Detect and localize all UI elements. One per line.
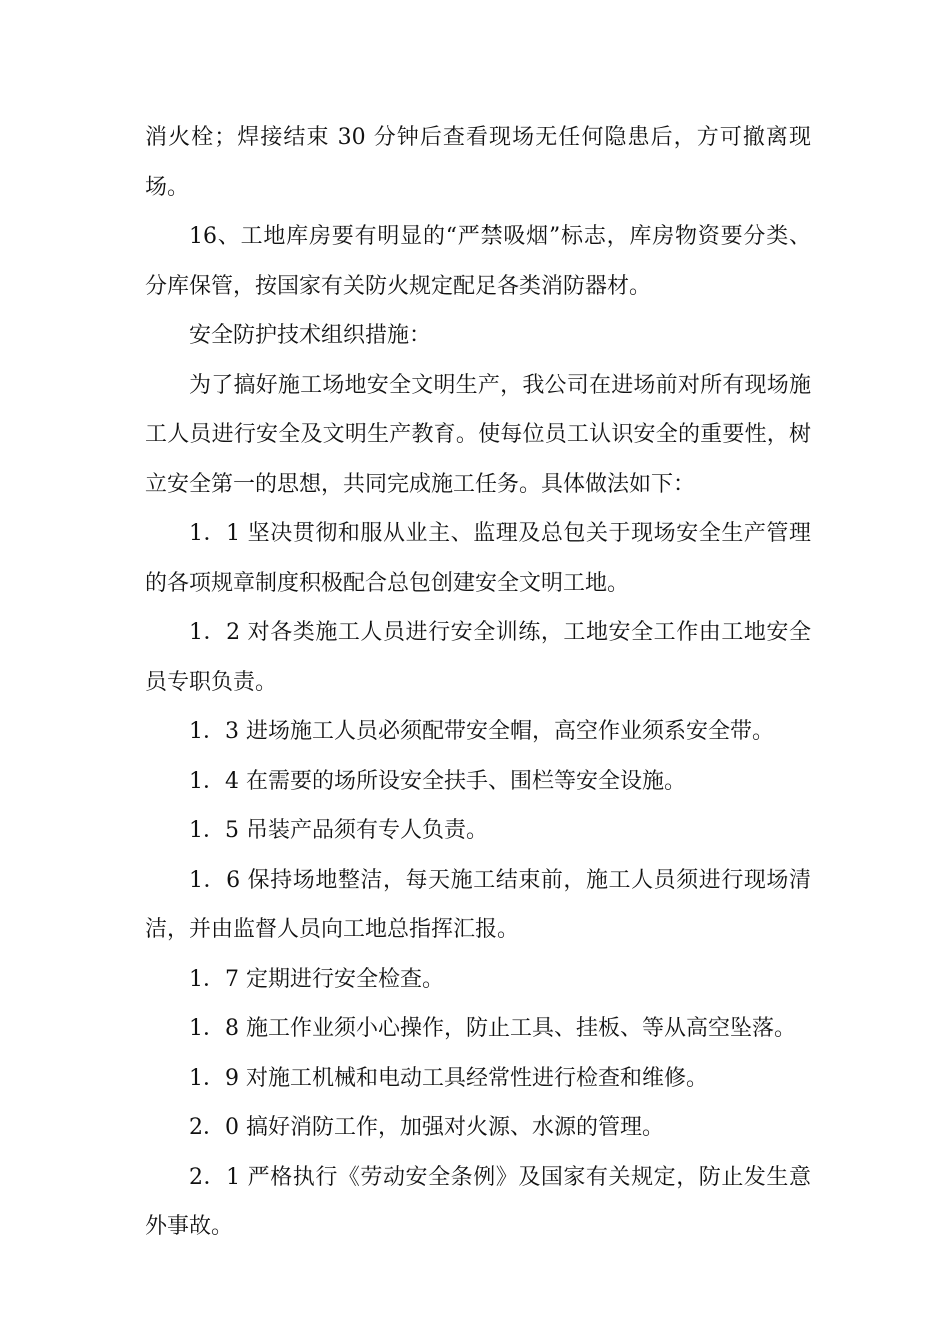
list-item-1-2: 1．2 对各类施工人员进行安全训练，工地安全工作由工地安全员专职负责。 [145,620,811,695]
list-item-2-0: 2．0 搞好消防工作，加强对火源、水源的管理。 [189,1115,664,1140]
paragraph-safety-intro: 为了搞好施工场地安全文明生产，我公司在进场前对所有现场施工人员进行安全及文明生产教育。使每位员工认识安全的重要性，树立安全第一的思想，共同完成施工任务。具体做法如下： [145,372,811,497]
list-item-1-1: 1．1 坚决贯彻和服从业主、监理及总包关于现场安全生产管理的各项规章制度积极配合总包创建安全文明工地。 [145,521,811,596]
paragraph-item-16-warehouse: 16、工地库房要有明显的“严禁吸烟”标志，库房物资要分类、分库保管，按国家有关防火规定配足各类消防器材。 [145,224,811,299]
list-item-1-3: 1．3 进场施工人员必须配带安全帽，高空作业须系安全带。 [189,719,774,744]
list-item-2-1: 2．1 严格执行《劳动安全条例》及国家有关规定，防止发生意外事故。 [145,1164,811,1239]
list-item-1-6: 1．6 保持场地整洁，每天施工结束前，施工人员须进行现场清洁，并由监督人员向工地总指挥汇报。 [145,867,811,942]
list-item-1-8: 1．8 施工作业须小心操作，防止工具、挂板、等从高空坠落。 [189,1016,796,1041]
list-item-1-7: 1．7 定期进行安全检查。 [189,966,444,992]
section-heading-safety-measures: 安全防护技术组织措施： [189,323,432,348]
list-item-1-5: 1．5 吊装产品须有专人负责。 [189,818,488,843]
paragraph-fire-hydrant-continuation: 消火栓；焊接结束 30 分钟后查看现场无任何隐患后，方可撤离现场。 [145,125,811,200]
list-item-1-4: 1．4 在需要的场所设安全扶手、围栏等安全设施。 [189,768,686,794]
list-item-1-9: 1．9 对施工机械和电动工具经常性进行检查和维修。 [189,1065,708,1091]
document-body [145,113,811,1252]
